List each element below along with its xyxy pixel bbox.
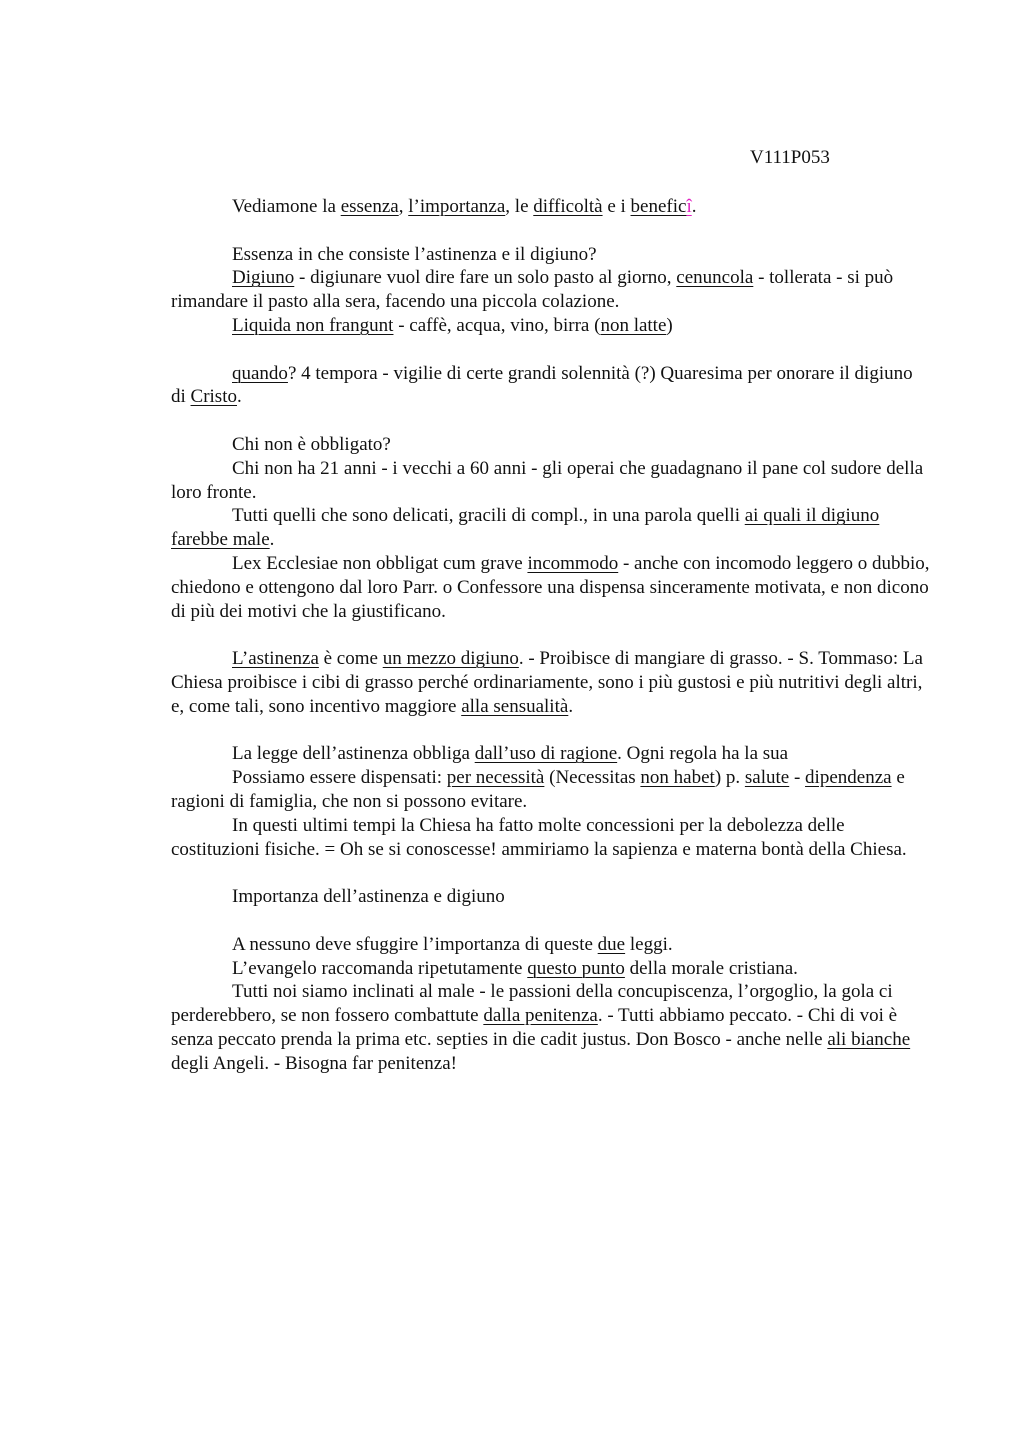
text-segment: ) p. — [714, 767, 745, 789]
paragraph — [171, 552, 931, 623]
paragraph — [171, 933, 931, 957]
paragraph — [171, 243, 931, 267]
text-segment: - digiunare vuol dire fare un solo pasto al giorno, — [294, 267, 677, 289]
paragraph — [171, 742, 931, 766]
underlined-text: difficoltà — [533, 196, 603, 217]
text-segment: Chi non ha 21 anni - i vecchi a 60 anni - gli operai che guadagnano il pane col sudore della loro fronte. — [171, 457, 924, 503]
text-segment: leggi. — [625, 933, 673, 955]
document-body — [171, 195, 931, 1075]
underlined-text: benefic — [630, 196, 687, 217]
text-segment: . - Proibisce di mangiare di grasso. - S. Tommaso: La Chiesa proibisce i cibi di grasso perché ordinariamente, sono i più gustosi e più nutritivi degli altri, e, come tali, sono incentivo maggiore — [171, 648, 923, 717]
paragraph — [171, 814, 931, 862]
underlined-text: per necessità — [446, 767, 545, 789]
text-segment: - caffè, acqua, vino, birra ( — [393, 314, 601, 336]
underlined-text: Cristo — [190, 386, 237, 408]
text-segment: e i — [602, 196, 631, 217]
text-segment: La legge dell’astinenza obbliga — [232, 743, 475, 765]
paragraph — [171, 504, 931, 552]
text-segment: . — [269, 529, 275, 551]
underlined-text: Liquida non frangunt — [232, 314, 394, 336]
text-segment: e ragioni di famiglia, che non si possono evitare. — [171, 767, 905, 812]
text-segment: A nessuno deve sfuggire l’importanza di queste — [232, 933, 598, 955]
paragraph — [171, 457, 931, 505]
paragraph — [171, 195, 931, 219]
underlined-text: questo punto — [527, 957, 625, 979]
text-segment: . — [236, 386, 242, 408]
underlined-text: cenuncola — [676, 267, 754, 289]
text-segment: ) — [666, 314, 673, 336]
paragraph — [171, 957, 931, 981]
text-segment: Chi non è obbligato? — [232, 433, 391, 455]
underlined-text: essenza — [340, 196, 399, 217]
text-segment: . — [691, 196, 697, 217]
text-segment: . — [568, 695, 574, 717]
paragraph — [171, 647, 931, 718]
text-segment: Vediamone la — [232, 196, 341, 217]
text-segment: è come — [318, 648, 383, 670]
text-segment: degli Angeli. - Bisogna far penitenza! — [171, 1052, 457, 1074]
underlined-text: alla sensualità — [461, 695, 569, 717]
text-segment: della morale cristiana. — [624, 957, 798, 979]
page-code: V111P053 — [750, 147, 830, 168]
text-segment: . - Tutti abbiamo peccato. - Chi di voi è senza peccato prenda la prima etc. septies in die cadit justus. Don Bosco - anche nelle — [171, 1005, 898, 1050]
underlined-text: un mezzo digiuno — [382, 648, 519, 670]
underlined-text: non habet — [640, 767, 715, 789]
paragraph — [171, 314, 931, 338]
underlined-text: dalla penitenza — [483, 1005, 598, 1027]
text-segment: - tollerata - si può rimandare il pasto alla sera, facendo una piccola colazione. — [171, 267, 894, 313]
text-segment: Tutti noi siamo inclinati al male - le passioni della concupiscenza, l’orgoglio, la gola ci perderebbero, se non fossero combattute — [171, 981, 893, 1027]
paragraph — [171, 766, 931, 814]
underlined-text: salute — [744, 767, 790, 789]
underlined-text: l’importanza — [408, 196, 506, 217]
text-segment: Lex Ecclesiae non obbligat cum grave — [232, 552, 528, 574]
text-segment: Tutti quelli che sono delicati, gracili di compl., in una parola quelli — [232, 505, 745, 527]
text-segment: , le — [505, 196, 534, 217]
text-segment: ? 4 tempora - vigilie di certe grandi solennità (?) Quaresima per onorare il digiuno di — [171, 362, 913, 408]
text-segment: Importanza dell’astinenza e digiuno — [232, 886, 505, 908]
underlined-text: non latte — [600, 314, 667, 336]
paragraph — [171, 433, 931, 457]
text-segment: - anche con incomodo leggero o dubbio, chiedono e ottengono dal loro Parr. o Confessore una dispensa sinceramente motivata, e non dicono di più dei motivi che la giustificano. — [171, 552, 930, 622]
underlined-text: ali bianche — [827, 1028, 911, 1050]
underlined-text: incommodo — [527, 552, 619, 574]
paragraph — [171, 362, 931, 410]
text-segment: (Necessitas — [544, 767, 641, 789]
underlined-text: quando — [232, 362, 288, 384]
text-segment: , — [398, 196, 409, 217]
underlined-text: dall’uso di ragione — [474, 743, 618, 765]
text-segment: - — [789, 767, 806, 789]
paragraph — [171, 266, 931, 314]
text-segment: L’evangelo raccomanda ripetutamente — [232, 957, 528, 979]
underlined-text: dipendenza — [805, 767, 892, 789]
text-segment: . Ogni regola ha la sua — [617, 743, 789, 765]
paragraph — [171, 980, 931, 1075]
paragraph — [171, 885, 931, 909]
text-segment: In questi ultimi tempi la Chiesa ha fatto molte concessioni per la debolezza delle costituzioni fisiche. = Oh se si conoscesse! ammiriamo la sapienza e materna bontà della Chiesa. — [171, 814, 907, 860]
underlined-text: due — [597, 933, 626, 955]
text-segment: Essenza in che consiste l’astinenza e il digiuno? — [232, 243, 597, 265]
underlined-text: î — [686, 196, 692, 217]
underlined-text: Digiuno — [232, 267, 295, 289]
underlined-text: L’astinenza — [232, 648, 319, 670]
underlined-text: ai quali il digiuno farebbe male — [171, 505, 880, 551]
text-segment: Possiamo essere dispensati: — [232, 767, 447, 789]
